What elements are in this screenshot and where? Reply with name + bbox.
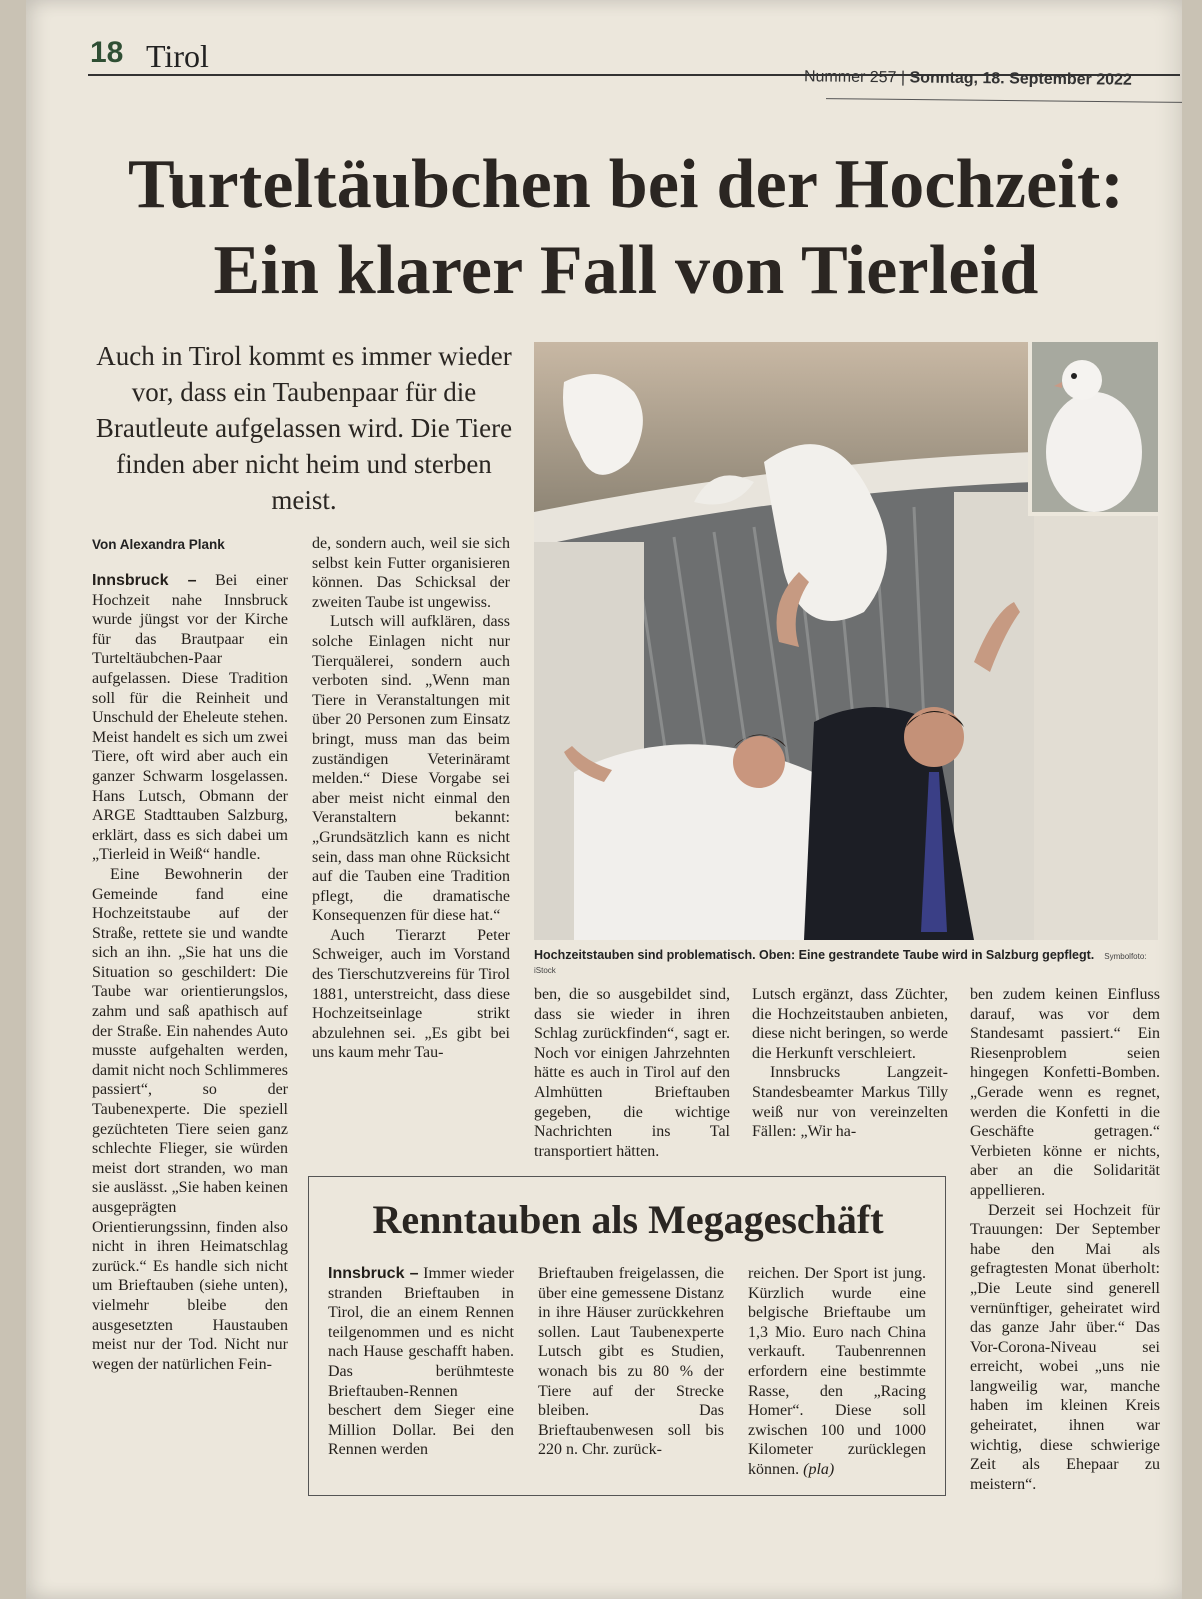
lead-paragraph: Auch in Tirol kommt es immer wieder vor, dass ein Taubenpaar für die Brautleute aufgelassen wird. Die Tiere finden aber nicht heim und sterben meist.: [95, 341, 513, 515]
photo-credit: Symbolfoto: iStock: [534, 952, 1147, 975]
photo-caption: [534, 948, 1158, 976]
article-column-1: [92, 571, 288, 1374]
section-title: Tirol: [146, 38, 209, 74]
sidebar-column-1: [328, 1264, 514, 1460]
article-column-2: [312, 534, 510, 1063]
paragraph: [748, 1264, 926, 1480]
inset-photo: [1028, 342, 1158, 516]
paragraph: ben zudem keinen Einfluss darauf, was vor dem Standesamt passiert.“ Ein Riesenproblem seien hingegen Konfetti-Bomben. „Gerade wenn es regnet, werden die Konfetti in die Geschäfte getragen.“ Verbieten könne er nichts, aber an die Solidarität appellieren.: [970, 986, 1160, 1199]
sidebar-dateline: Innsbruck –: [328, 1265, 419, 1282]
author-signature: (pla): [803, 1460, 835, 1478]
paragraph: Brieftauben freigelassen, die über eine gemessene Distanz in ihre Häuser zurückkehren sollen. Laut Taubenexperte Lutsch gibt es Studien, wonach bis zu 80 % der Tiere auf der Strecke bleiben. Das Brieftaubenwesen soll bis 220 n. Chr. zurück-: [538, 1265, 724, 1459]
paragraph: Innsbrucks Langzeit-Standesbeamter Markus Tilly weiß nur von vereinzelten Fällen: „Wir ha-: [752, 1064, 948, 1141]
paragraph-text: Bei einer Hochzeit nahe Innsbruck wurde jüngst vor der Kirche für das Brautpaar ein Turteltäubchen-Paar aufgelassen. Diese Tradition soll für die Reinheit und Unschuld der Eheleute stehen. Meist handelt es sich um zwei Tiere, oft wird aber auch ein ganzer Schwarm losgelassen. Hans Lutsch, Obmann der ARGE Stadttauben Salzburg, erklärt, dass es sich dabei um „Tierleid in Weiß“ handle.: [92, 572, 288, 864]
paragraph-text: Immer wieder stranden Brieftauben in Tirol, die an einem Rennen teilgenommen und es nicht nach Hause geschafft haben. Das berühmteste Brieftauben-Rennen beschert dem Sieger eine Million Dollar. Bei den Rennen werden: [328, 1265, 515, 1459]
paragraph: [92, 571, 288, 865]
page-number: 18: [90, 36, 124, 69]
issue-rule: [826, 98, 1182, 103]
article-column-3: [534, 985, 730, 1161]
paragraph: Derzeit sei Hochzeit für Trauungen: Der September habe den Mai als gefragtesten Monat überholt: „Die Leute sind generell vernünftiger, geheiratet wird das ganze Jahr über.“ Das Vor-Corona-Niveau sei erreicht, wobei „uns nie langweilig war, manche haben im kleinen Kreis geheiratet, ihnen war wichtig, diese schwierige Zeit als Ehepaar zu meistern“.: [970, 1201, 1160, 1493]
sidebar-column-2: [538, 1264, 724, 1460]
headline: [66, 142, 1186, 314]
paragraph: ben, die so ausgebildet sind, dass sie wieder in ihren Schlag zurückfinden“, sagt er. Noch vor einigen Jahrzehnten hätte es auch in Tirol auf den Almhütten Brieftauben gegeben, die wichtige Nachrichten ins Tal transportiert hätten.: [534, 986, 730, 1160]
headline-line-1: Turteltäubchen bei der Hochzeit:: [127, 146, 1125, 223]
issue-number: Nummer 257: [804, 68, 897, 87]
issue-date: Sonntag, 18. September 2022: [909, 69, 1133, 89]
main-photo: [534, 342, 1158, 940]
issue-info: [804, 68, 1132, 89]
paragraph: de, sondern auch, weil sie sich selbst kein Futter organisieren können. Das Schicksal der zweiten Taube ist ungewiss.: [312, 535, 510, 611]
sidebar-column-3: [748, 1264, 926, 1480]
byline: Von Alexandra Plank: [92, 537, 225, 552]
caption-text: Hochzeitstauben sind problematisch. Oben: Eine gestrandete Taube wird in Salzburg gepflegt.: [534, 948, 1095, 962]
sidebar-title: Renntauben als Megageschäft: [372, 1197, 884, 1242]
article-column-4: [752, 985, 948, 1142]
wedding-photo-illustration: [534, 342, 1158, 940]
paragraph: [328, 1264, 514, 1460]
headline-line-2: Ein klarer Fall von Tierleid: [213, 232, 1039, 309]
newspaper-page: [26, 0, 1182, 1599]
paragraph: Lutsch ergänzt, dass Züchter, die Hochzeitstauben anbieten, diese nicht beringen, so werde die Herkunft verschleiert.: [752, 986, 948, 1062]
issue-separator: |: [900, 69, 906, 87]
dateline: Innsbruck –: [92, 572, 197, 589]
article-column-5: [970, 985, 1160, 1494]
paragraph-text: reichen. Der Sport ist jung. Kürzlich wurde eine belgische Brieftaube um 1,3 Mio. Euro nach China verkauft. Taubenrennen erfordern eine bestimmte Rasse, den „Racing Homer“. Diese soll zwischen 100 und 1000 Kilometer zurücklegen können.: [748, 1265, 926, 1478]
paragraph: Auch Tierarzt Peter Schweiger, auch im Vorstand des Tierschutzvereins für Tirol 1881, unterstreicht, dass diese Hochzeitseinlage strikt abzulehnen sei. „Es gibt bei uns kaum mehr Tau-: [312, 926, 510, 1062]
paragraph: Eine Bewohnerin der Gemeinde fand eine Hochzeitstaube auf der Straße, rettete sie und wandte sich an ihn. „Sie hat uns die Situation so geschildert: Die Taube war orientierungslos, zahm und saß apathisch auf der Straße. Ein nahendes Auto musste aufgehalten werden, damit nicht noch Schlimmeres passiert“, so der Taubenexperte. Die speziell gezüchteten Tiere seien ganz schlechte Flieger, sie würden meist dort stranden, wo man sie auslässt. „Sie haben keinen ausgeprägten Orientierungssinn, finden also nicht in ihren Heimatschlag zurück.“ Es handle sich nicht um Brieftauben (siehe unten), vielmehr bleibe den ausgesetzten Haustauben meist nur der Tod. Nicht nur wegen der natürlichen Fein-: [92, 865, 288, 1373]
paragraph: Lutsch will aufklären, dass solche Einlagen nicht nur Tierquälerei, sondern auch verboten sind. „Wenn man Tiere in Veranstaltungen mit über 20 Personen zum Einsatz bringt, muss man das beim zuständigen Veterinäramt melden.“ Diese Vorgabe sei aber meist nicht einmal den Veranstaltern bekannt: „Grundsätzlich kann es nicht sein, dass man ohne Rücksicht auf die Tauben eine Tradition pflegt, die dramatische Konsequenzen für diese hat.“: [312, 613, 510, 925]
